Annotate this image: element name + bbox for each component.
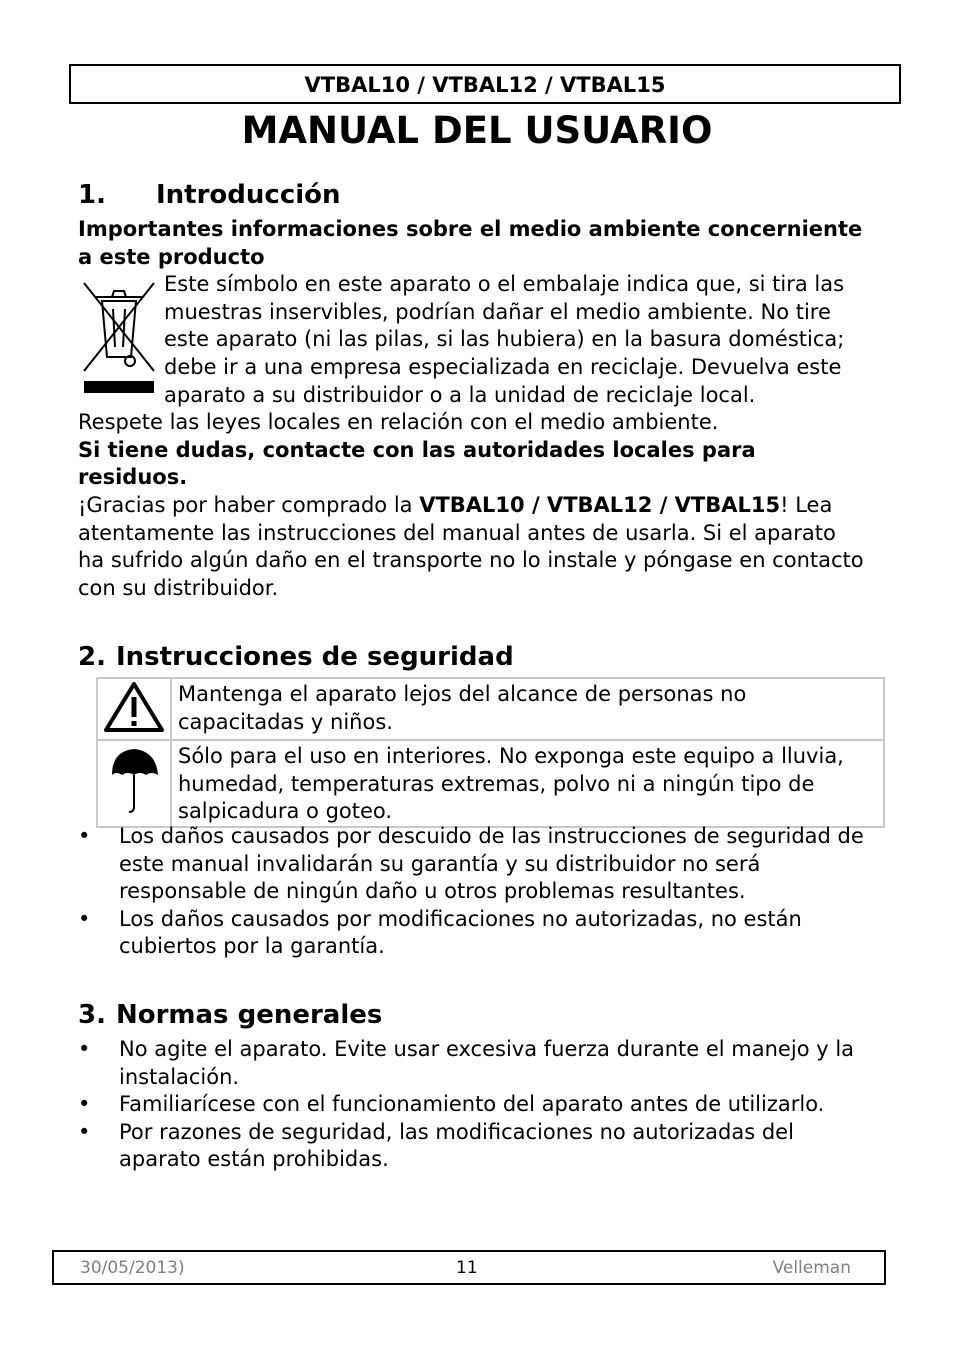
environment-paragraph: Este símbolo en este aparato o el embalaje indica que, si tira las muestras inservibles, podrían dañar el medio ambiente. No tire este aparato (ni las pilas, si las hubiera) en la basura doméstica; debe ir a una empresa especializada en reciclaje. Devuelva este aparato a su distribuidor o a la unidad de reciclaje local. (164, 272, 845, 407)
general-bullet-list (78, 1036, 878, 1174)
list-item (78, 1119, 878, 1174)
safety-row (97, 740, 884, 827)
bullet-icon: • (78, 824, 91, 848)
crossed-out-wheelie-bin-icon (80, 275, 158, 395)
footer-brand: Velleman (772, 1258, 851, 1278)
safety-table (96, 677, 885, 828)
bullet-icon: • (78, 906, 91, 931)
safety-row (97, 678, 884, 740)
list-item (78, 1091, 878, 1119)
thanks-prefix: ¡Gracias por haber comprado la (78, 492, 420, 517)
doubts-text: Si tiene dudas, contacte con las autoridades locales para residuos. (78, 437, 756, 490)
list-item-text: Los daños causados por modificaciones no autorizadas, no están cubiertos por la garantía. (119, 906, 802, 959)
list-item (78, 906, 878, 961)
page-footer (52, 1250, 886, 1285)
list-item (78, 823, 878, 906)
section-2-heading (78, 642, 514, 672)
bullet-icon: • (78, 1037, 91, 1061)
section-1-heading (78, 180, 341, 210)
section-2-number: 2. (78, 642, 106, 672)
section-3-title: Normas generales (115, 1000, 383, 1030)
list-item-text: No agite el aparato. Evite usar excesiva fuerza durante el manejo y la instalación. (119, 1037, 855, 1089)
footer-date: 30/05/2013) (80, 1258, 185, 1278)
umbrella-icon (104, 741, 164, 817)
section-1-number: 1. (78, 180, 106, 210)
respect-laws-text: Respete las leyes locales en relación con el medio ambiente. (78, 410, 719, 435)
bullet-icon: • (78, 1092, 91, 1117)
section-3-heading (78, 1000, 382, 1030)
thanks-models: VTBAL10 / VTBAL12 / VTBAL15 (419, 492, 781, 517)
safety-icon-cell (97, 740, 171, 827)
section-1-title: Introducción (156, 180, 341, 210)
footer-page-number: 11 (456, 1258, 478, 1278)
safety-bullet-list (78, 823, 878, 961)
page-title: MANUAL DEL USUARIO (241, 109, 713, 152)
thanks-suffix: ! Lea atentamente las instrucciones del manual antes de usarla. Si el aparato ha sufrido algún daño en el transporte no lo instale y póngase en contacto con su distribuidor. (78, 492, 864, 600)
safety-icon-cell (97, 678, 171, 740)
thanks-paragraph (78, 492, 868, 602)
list-item-text: Familiarícese con el funcionamiento del aparato antes de utilizarlo. (119, 1092, 825, 1117)
warning-triangle-icon (101, 679, 167, 735)
list-item-text: Por razones de seguridad, las modificaciones no autorizadas del aparato están prohibidas. (119, 1119, 794, 1172)
model-header: VTBAL10 / VTBAL12 / VTBAL15 (69, 64, 901, 104)
environment-block (78, 216, 868, 602)
list-item (78, 1036, 878, 1091)
safety-text: Sólo para el uso en interiores. No exponga este equipo a lluvia, humedad, temperaturas extremas, polvo ni a ningún tipo de salpicadura o goteo. (171, 740, 884, 827)
bullet-icon: • (78, 1119, 91, 1144)
environment-heading: Importantes informaciones sobre el medio ambiente concerniente a este producto (78, 217, 863, 269)
list-item-text: Los daños causados por descuido de las instrucciones de seguridad de este manual invalidarán su garantía y su distribuidor no será responsable de ningún daño u otros problemas resultantes. (119, 824, 864, 904)
section-3-number: 3. (78, 1000, 106, 1030)
safety-text: Mantenga el aparato lejos del alcance de personas no capacitadas y niños. (171, 678, 884, 740)
section-2-title: Instrucciones de seguridad (115, 642, 514, 672)
